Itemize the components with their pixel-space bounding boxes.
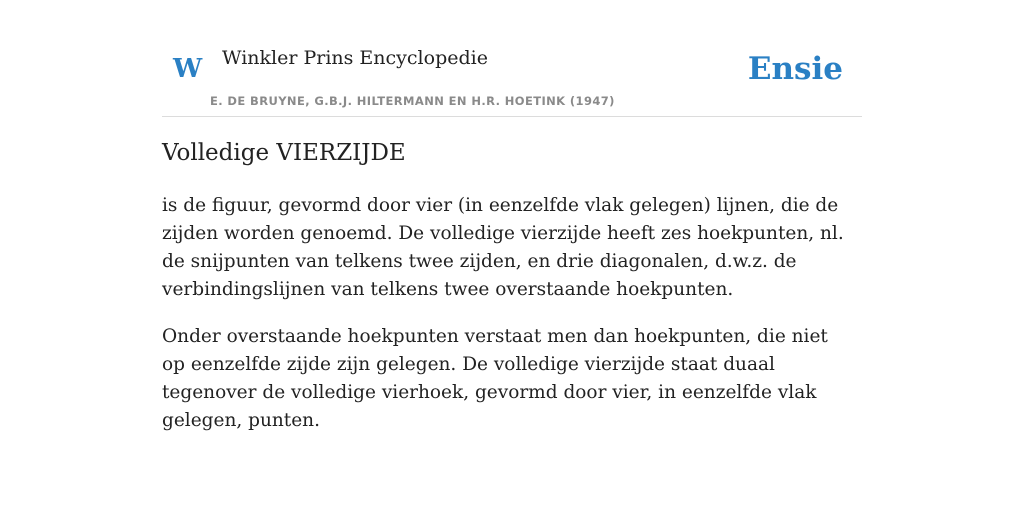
- ensie-logo[interactable]: Ensie: [747, 51, 843, 87]
- entry-paragraph: is de figuur, gevormd door vier (in eenzelfde vlak gelegen) lijnen, die de zijden worden genoemd. De volledige vierzijde heeft zes hoekpunten, nl. de snijpunten van telkens twee zijden, en drie diagonalen, d.w.z. de verbindingslijnen van telkens twee overstaande hoekpunten.: [162, 195, 844, 300]
- entry-paragraph: Onder overstaande hoekpunten verstaat men dan hoekpunten, die niet op eenzelfde zijde zijn gelegen. De volledige vierzijde staat duaal tegenover de volledige vierhoek, gevormd door vier, in eenzelfde vlak gelegen, punten.: [162, 326, 828, 431]
- entry-title: Volledige VIERZIJDE: [162, 140, 406, 166]
- source-authors: E. DE BRUYNE, G.B.J. HILTERMANN EN H.R. HOETINK (1947): [210, 94, 615, 108]
- winkler-prins-logo[interactable]: W: [173, 54, 203, 84]
- source-title[interactable]: Winkler Prins Encyclopedie: [222, 47, 488, 69]
- site-header: [162, 40, 862, 117]
- entry-body: [162, 192, 852, 454]
